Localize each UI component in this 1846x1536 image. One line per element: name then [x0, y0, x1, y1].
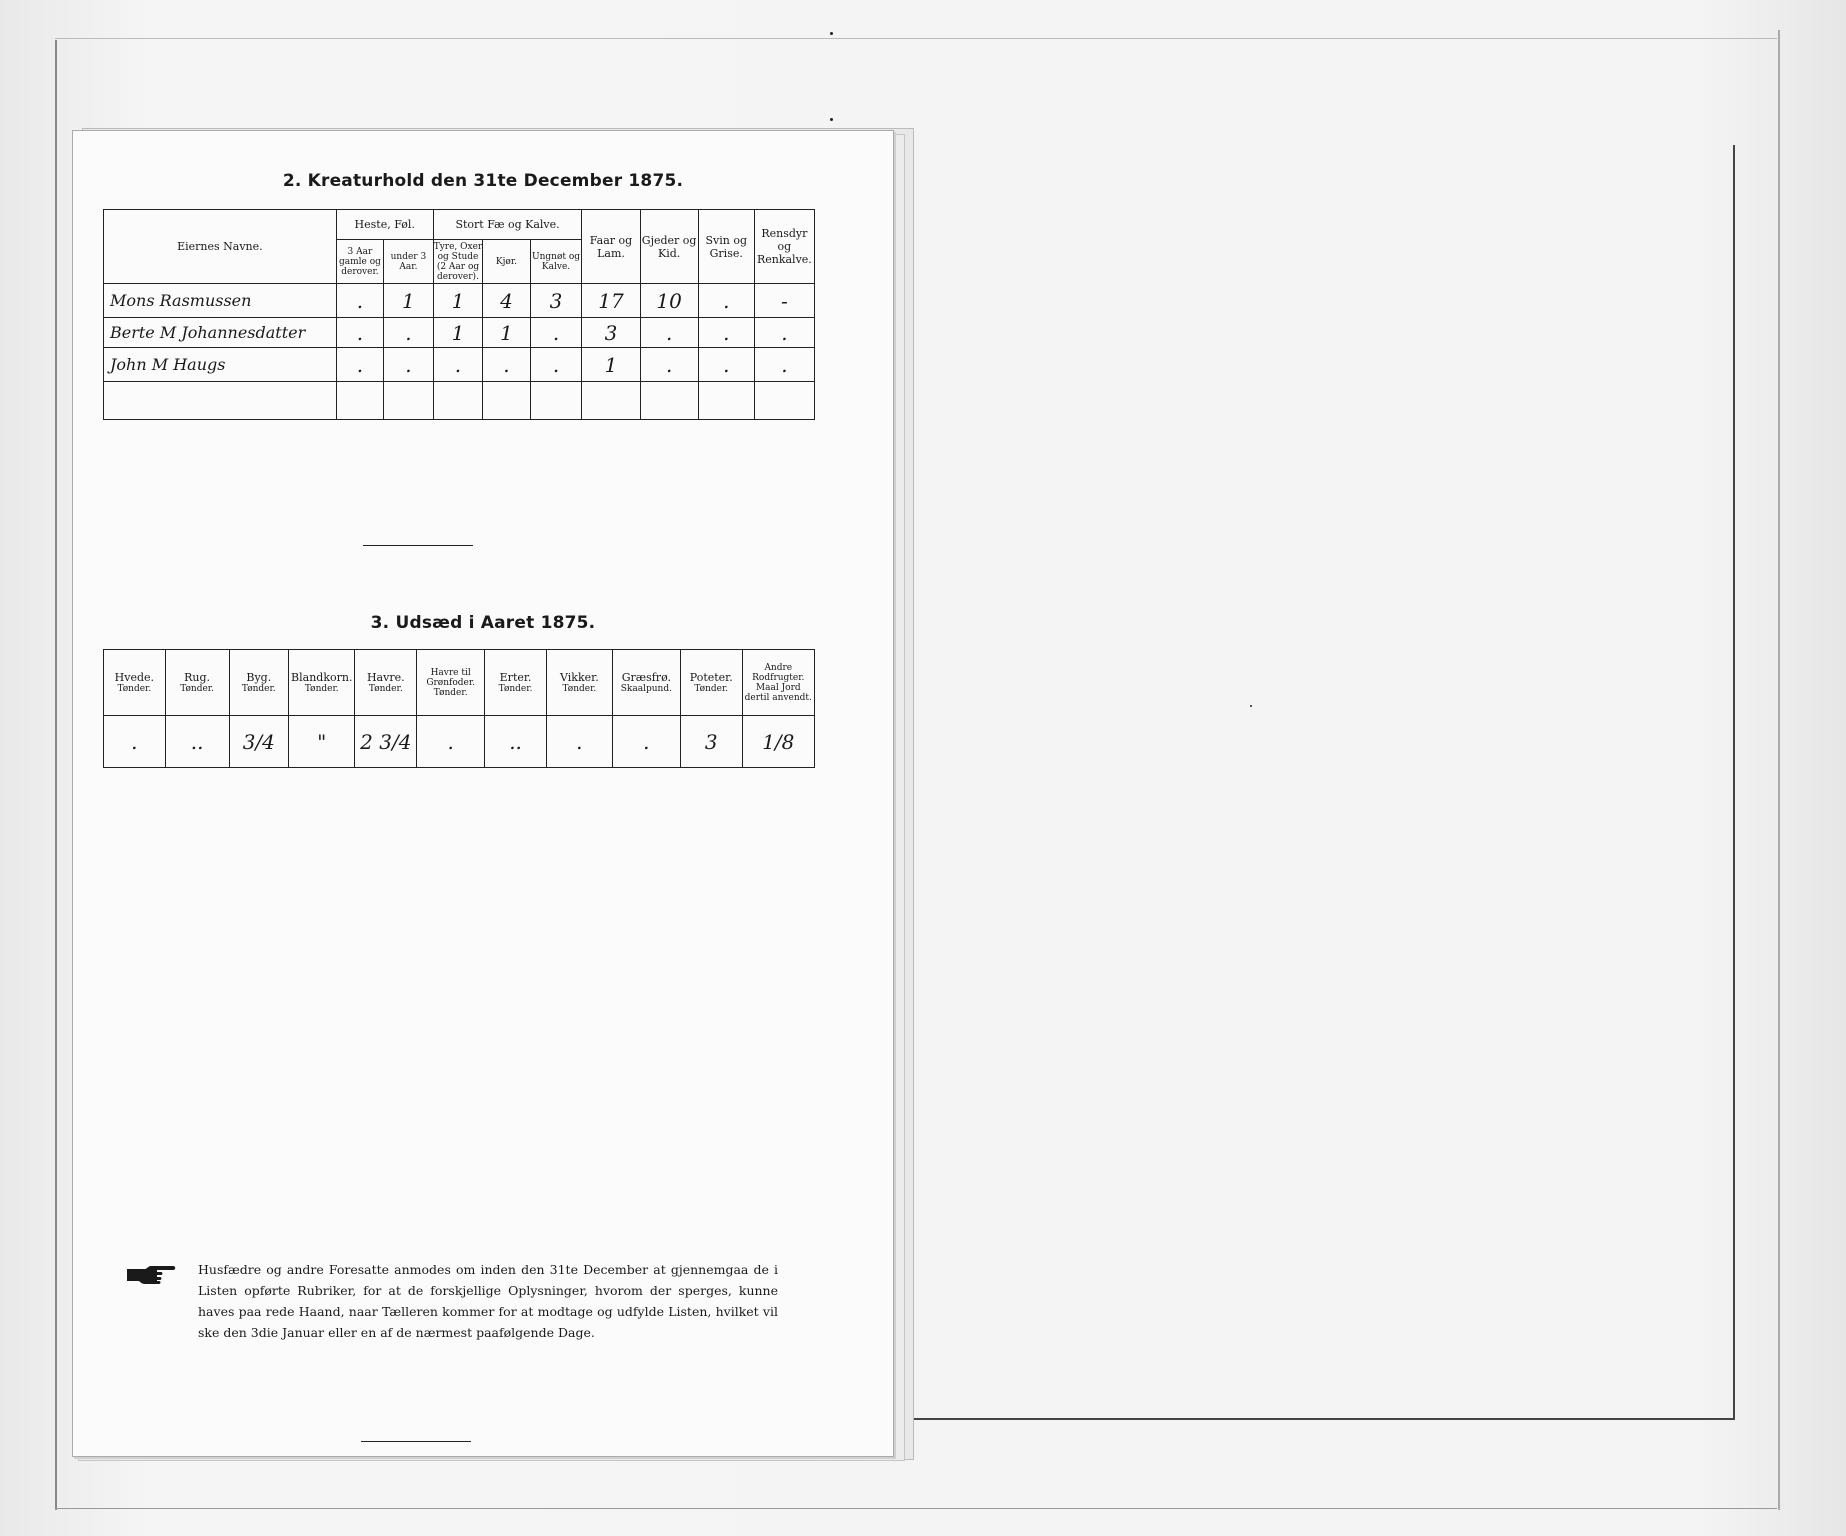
col-label: Erter. [499, 671, 532, 684]
cell-value: . [384, 348, 434, 382]
cell-value [483, 382, 530, 420]
cell-value: " [289, 716, 355, 768]
inner-vertical-rule [1733, 145, 1735, 1420]
frame-left-rule [55, 40, 57, 1510]
col-barley [229, 650, 289, 716]
livestock-table [103, 209, 815, 420]
col-unit: Tønder. [694, 684, 729, 694]
col-cattle-bulls: Tyre, Oxer og Stude (2 Aar og derover). [433, 241, 483, 282]
cell-value: - [754, 284, 814, 318]
col-unit: Skaalpund. [620, 684, 672, 694]
col-rye [165, 650, 229, 716]
col-reindeer-header: Rensdyr og Renkalve. [754, 210, 814, 284]
ink-speck [1250, 705, 1252, 707]
col-label: Byg. [246, 671, 272, 684]
section-divider [363, 545, 473, 546]
col-label: Hvede. [114, 671, 155, 684]
cell-value: . [104, 716, 166, 768]
cell-value: 4 [483, 284, 530, 318]
cell-value [754, 382, 814, 420]
cell-value: . [336, 318, 383, 348]
col-goats-header: Gjeder og Kid. [640, 210, 698, 284]
census-page [72, 130, 894, 1457]
col-unit: Tønder. [117, 684, 152, 694]
table-row [104, 284, 815, 318]
cell-value [698, 382, 754, 420]
cell-value: 10 [640, 284, 698, 318]
col-unit: Tønder. [562, 684, 597, 694]
col-owner-header: Eiernes Navne. [104, 210, 337, 284]
cell-value: . [698, 284, 754, 318]
cell-value: .. [485, 716, 547, 768]
cell-value: .. [165, 716, 229, 768]
table-row [104, 382, 815, 420]
table-row [104, 716, 815, 768]
owner-name: Berte M Johannesdatter [104, 318, 337, 348]
cell-value [640, 382, 698, 420]
cell-value: . [483, 348, 530, 382]
col-unit: Maal Jord dertil anvendt. [744, 682, 812, 703]
col-horses-header: Heste, Føl. [336, 210, 433, 240]
col-cattle-cows: Kjør. [483, 240, 530, 284]
cell-value: . [336, 284, 383, 318]
cell-value: . [530, 318, 582, 348]
col-unit: Tønder. [304, 684, 339, 694]
col-mixed-grain [289, 650, 355, 716]
col-other-roots [742, 650, 814, 716]
ink-speck [830, 32, 833, 35]
cell-value: 3 [680, 716, 742, 768]
table-row [104, 348, 815, 382]
col-label: Poteter. [689, 671, 733, 684]
cell-value: . [612, 716, 680, 768]
table-row [104, 318, 815, 348]
col-label: Havre til Grønfoder. [426, 667, 476, 688]
col-oats [355, 650, 417, 716]
owner-name [104, 382, 337, 420]
col-potatoes [680, 650, 742, 716]
cell-value [336, 382, 383, 420]
col-label: Græsfrø. [621, 671, 671, 684]
col-cattle-young: Ungnøt og Kalve. [530, 240, 582, 284]
sowing-table [103, 649, 815, 768]
col-label: Vikker. [560, 671, 599, 684]
cell-value: . [640, 318, 698, 348]
cell-value: . [754, 348, 814, 382]
cell-value [530, 382, 582, 420]
cell-value: 1/8 [742, 716, 814, 768]
cell-value: 1 [384, 284, 434, 318]
cell-value: 3/4 [229, 716, 289, 768]
cell-value: . [546, 716, 612, 768]
col-unit: Tønder. [498, 684, 533, 694]
col-wheat [104, 650, 166, 716]
cell-value: . [384, 318, 434, 348]
col-sheep-header: Faar og Lam. [582, 210, 640, 284]
col-pigs-header: Svin og Grise. [698, 210, 754, 284]
cell-value: 17 [582, 284, 640, 318]
col-unit: Tønder. [433, 687, 468, 698]
col-oats-fodder [417, 650, 485, 716]
col-label: Blandkorn. [291, 671, 353, 684]
pointing-hand-icon [125, 1263, 177, 1285]
cell-value: 1 [433, 318, 483, 348]
col-label: Havre. [366, 671, 405, 684]
cell-value: 3 [530, 284, 582, 318]
cell-value: . [754, 318, 814, 348]
col-unit: Tønder. [368, 684, 403, 694]
col-horses-young: under 3 Aar. [384, 240, 434, 284]
cell-value: 2 3/4 [355, 716, 417, 768]
cell-value: . [433, 348, 483, 382]
section3-title: 3. Udsæd i Aaret 1875. [370, 613, 596, 633]
cell-value: 1 [483, 318, 530, 348]
cell-value: . [417, 716, 485, 768]
cell-value: . [698, 348, 754, 382]
cell-value: . [336, 348, 383, 382]
owner-name: John M Haugs [104, 348, 337, 382]
frame-top-rule [55, 38, 1777, 39]
cell-value: 1 [433, 284, 483, 318]
footer-divider [361, 1441, 471, 1442]
section2-title: 2. Kreaturhold den 31te December 1875. [282, 171, 684, 191]
ink-speck [830, 118, 833, 121]
col-grass-seed [612, 650, 680, 716]
cell-value: 1 [582, 348, 640, 382]
inner-horizontal-rule [905, 1418, 1735, 1420]
col-horses-old: 3 Aar gamle og derover. [336, 240, 383, 284]
col-cattle-header: Stort Fæ og Kalve. [433, 210, 582, 240]
col-unit: Tønder. [180, 684, 214, 694]
cell-value: . [640, 348, 698, 382]
col-vetches [546, 650, 612, 716]
cell-value: 3 [582, 318, 640, 348]
cell-value: . [698, 318, 754, 348]
col-label: Rug. [184, 671, 211, 684]
instructions-notice: Husfædre og andre Foresatte anmodes om inden den 31te December at gjennemgaa de i Listen opførte Rubriker, for at de forskjellige Oplysninger, hvorom der sperges, kunne haves paa rede Haand, naar Tælleren kommer for at modtage og udfylde Listen, hvilket vil ske den 3die Januar eller en af de nærmest paafølgende Dage. [198, 1262, 778, 1340]
cell-value: . [530, 348, 582, 382]
col-unit: Tønder. [241, 684, 276, 694]
owner-name: Mons Rasmussen [104, 284, 337, 318]
cell-value [384, 382, 434, 420]
frame-bottom-rule [55, 1508, 1777, 1509]
col-peas [485, 650, 547, 716]
cell-value [433, 382, 483, 420]
cell-value [582, 382, 640, 420]
frame-right-rule [1778, 30, 1780, 1510]
col-label: Andre Rodfrugter. [752, 662, 805, 683]
